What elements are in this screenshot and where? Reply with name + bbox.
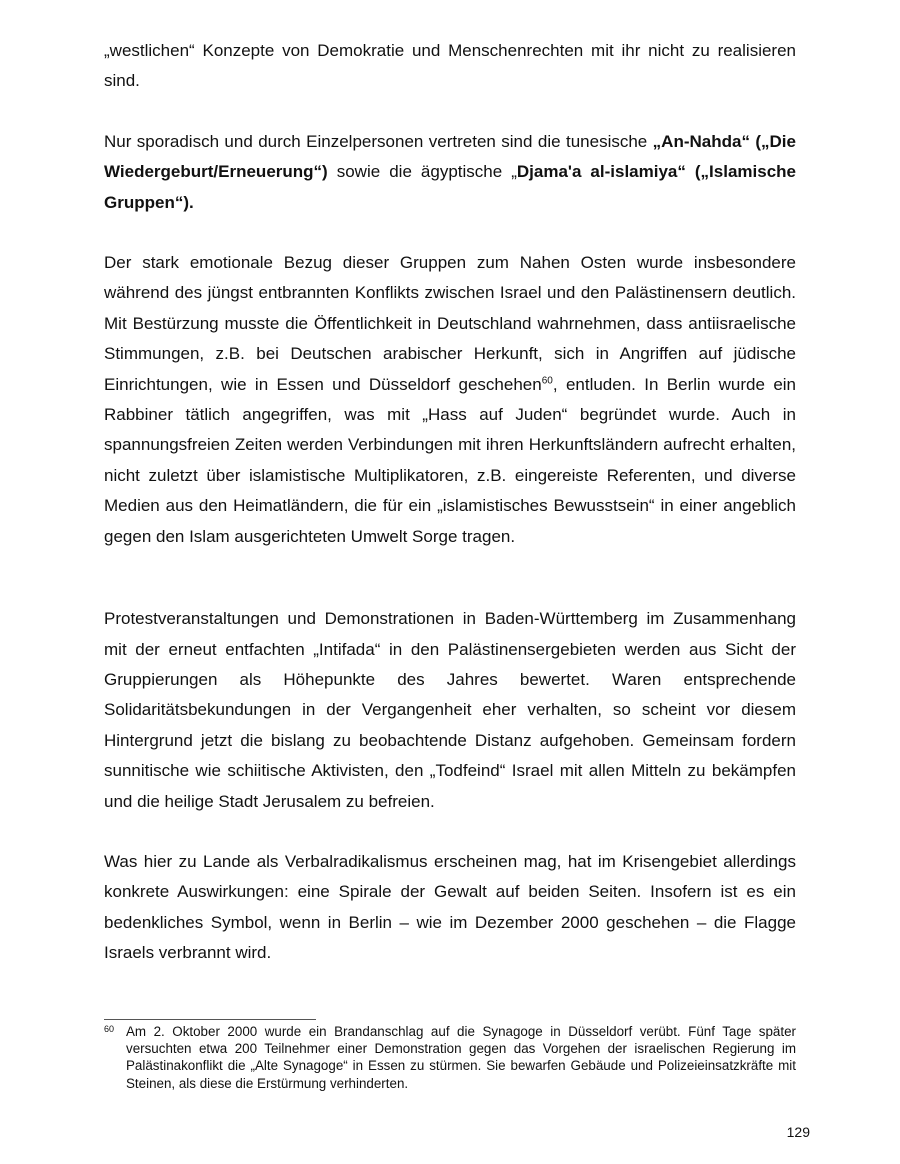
paragraph-2-text-a: Nur sporadisch und durch Einzelpersonen vertreten sind die tunesische: [104, 131, 653, 151]
page-number: 129: [786, 1124, 810, 1140]
paragraph-3-text-b: , entluden. In Berlin wurde ein Rabbiner tätlich angegriffen, was mit „Hass auf Juden“ begründet wurde. Auch in spannungsfreien Zeiten werden Verbindungen mit ihren Herkunftsländern aufrecht erhalten, nicht zuletzt über islamistische Multiplikatoren, z.B. eingereiste Referenten, und diverse Medien aus den Heimatländern, die für ein „islamistisches Bewusstsein“ in einer angeblich gegen den Islam ausgerichteten Umwelt Sorge tragen.: [104, 374, 797, 546]
paragraph-2-bold-an-nahda: „An-Nahda“ („Die Wiedergeburt/Erneuerung“): [104, 131, 796, 182]
footnote-text: Am 2. Oktober 2000 wurde ein Brandanschlag auf die Synagoge in Düsseldorf verübt. Fünf Tage später versuchten etwa 200 Teilnehmer einer Demonstration gegen das Vorgehen der israelischen Regierung im Palästinakonflikt die „Alte Synagoge“ in Essen zu stürmen. Sie bewarfen Gebäude und Polizeieinsatzkräfte mit Steinen, als diese die Erstürmung verhinderten.: [126, 1024, 796, 1091]
paragraph-1: „westlichen“ Konzepte von Demokratie und Menschenrechten mit ihr nicht zu realisieren sind.: [104, 41, 796, 91]
paragraph-2-bold-djamaa: Djama'a al-islamiya“ („Islamische Gruppen“).: [104, 162, 797, 212]
footnote: [104, 1023, 796, 1092]
paragraph-2-text-b: sowie die ägyptische „: [327, 162, 517, 182]
paragraph-5: Was hier zu Lande als Verbalradikalismus erscheinen mag, hat im Krisengebiet allerdings konkrete Auswirkungen: eine Spirale der Gewalt auf beiden Seiten. Insofern ist es ein bedenkliches Symbol, wenn in Berlin – wie im Dezember 2000 geschehen – die Flagge Israels verbrannt wird.: [104, 851, 796, 963]
footnote-number: 60: [104, 1024, 115, 1034]
paragraph-3-text-a: Der stark emotionale Bezug dieser Gruppen zum Nahen Osten wurde insbesondere während des jüngst entbrannten Konflikts zwischen Israel und den Palästinensern deutlich. Mit Bestürzung musste die Öffentlichkeit in Deutschland wahrnehmen, dass antiisraelische Stimmungen, z.B. bei Deutschen arabischer Herkunft, sich in Angriffen auf jüdische Einrichtungen, wie in Essen und Düsseldorf geschehen: [104, 253, 796, 394]
paragraph-2: [104, 127, 796, 218]
paragraph-4: Protestveranstaltungen und Demonstrationen in Baden-Württemberg im Zusammenhang mit der erneut entfachten „Intifada“ in den Palästinensergebieten werden aus Sicht der Gruppierungen als Höhepunkte des Jahres bewertet. Waren entsprechende Solidaritätsbekundungen in der Vergangenheit eher verhalten, so scheint vor diesem Hintergrund jetzt die bislang zu beobachtende Distanz aufgehoben. Gemeinsam fordern sunnitische wie schiitische Aktivisten, den „Todfeind“ Israel mit allen Mitteln zu bekämpfen und die heilige Stadt Jerusalem zu befreien.: [104, 609, 796, 811]
paragraph-3: [104, 248, 796, 552]
footnote-reference[interactable]: 60: [541, 375, 553, 386]
footnote-separator: [104, 1019, 316, 1020]
document-body: [104, 36, 796, 969]
